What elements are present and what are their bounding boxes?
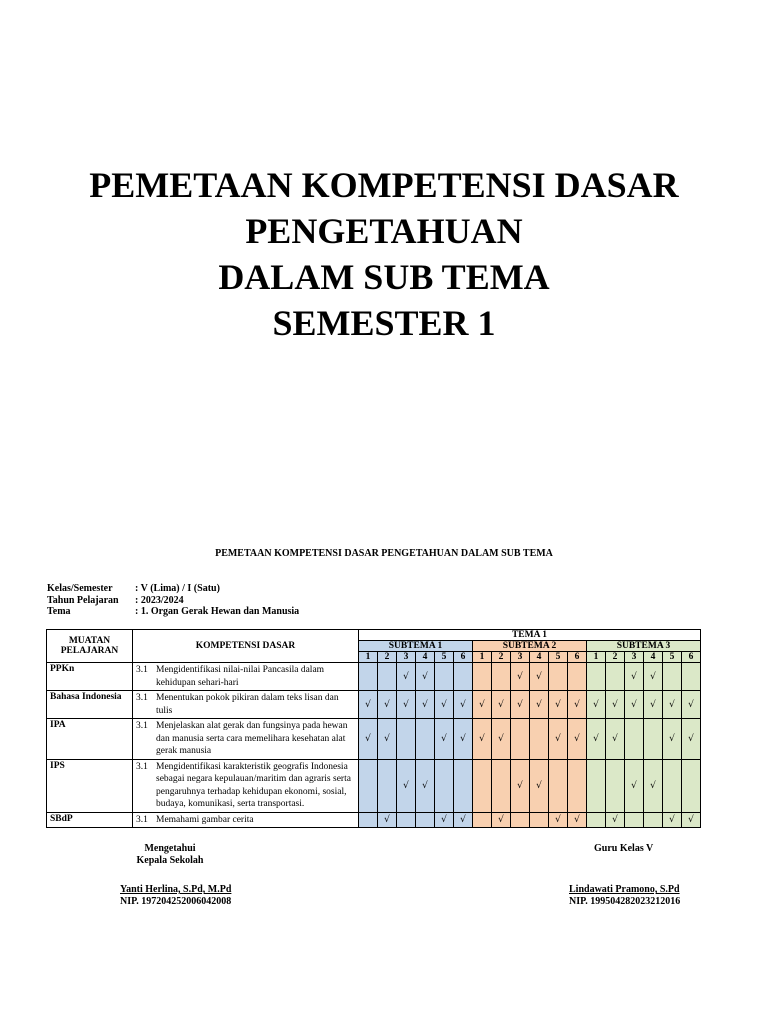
- check-mark: √: [530, 691, 549, 719]
- check-mark: √: [549, 719, 568, 760]
- kd-cell: [133, 691, 359, 719]
- empty-cell: [511, 812, 530, 828]
- info-value: : 2023/2024: [135, 594, 184, 606]
- header-pembelajaran-3-6: 6: [682, 652, 701, 663]
- header-pembelajaran-1-2: 2: [378, 652, 397, 663]
- check-mark: √: [644, 663, 663, 691]
- header-subtema-2: SUBTEMA 2: [473, 641, 587, 652]
- header-pembelajaran-2-1: 1: [473, 652, 492, 663]
- signature-teacher-line1: Guru Kelas V: [594, 843, 654, 854]
- header-kd: KOMPETENSI DASAR: [133, 630, 359, 663]
- check-mark: √: [549, 812, 568, 828]
- check-mark: √: [416, 663, 435, 691]
- check-mark: √: [682, 812, 701, 828]
- empty-cell: [587, 812, 606, 828]
- kd-number: 3.1: [136, 665, 148, 675]
- cover-title-line-4: SEMESTER 1: [272, 303, 496, 343]
- table-title: PEMETAAN KOMPETENSI DASAR PENGETAHUAN DALAM SUB TEMA: [215, 548, 553, 559]
- signature-principal-line1: Mengetahui: [144, 843, 196, 854]
- header-pembelajaran-1-3: 3: [397, 652, 416, 663]
- class-info: [47, 583, 299, 618]
- check-mark: √: [625, 691, 644, 719]
- teacher-nip: NIP. 199504282023212016: [569, 896, 681, 907]
- empty-cell: [397, 719, 416, 760]
- header-pembelajaran-2-5: 5: [549, 652, 568, 663]
- empty-cell: [378, 663, 397, 691]
- info-label: Tema: [47, 606, 71, 617]
- check-mark: √: [587, 691, 606, 719]
- empty-cell: [568, 759, 587, 812]
- empty-cell: [473, 663, 492, 691]
- teacher-name: Lindawati Pramono, S.Pd: [569, 884, 680, 895]
- empty-cell: [435, 663, 454, 691]
- check-mark: √: [435, 691, 454, 719]
- check-mark: √: [530, 663, 549, 691]
- check-mark: √: [568, 719, 587, 760]
- empty-cell: [359, 812, 378, 828]
- empty-cell: [416, 812, 435, 828]
- check-mark: √: [359, 719, 378, 760]
- header-pembelajaran-2-4: 4: [530, 652, 549, 663]
- kd-number: 3.1: [136, 693, 148, 703]
- empty-cell: [644, 812, 663, 828]
- check-mark: √: [378, 719, 397, 760]
- subject-cell: Bahasa Indonesia: [47, 691, 133, 719]
- cover-title-line-2: PENGETAHUAN: [245, 211, 523, 251]
- header-pembelajaran-1-6: 6: [454, 652, 473, 663]
- check-mark: √: [492, 719, 511, 760]
- signature-teacher: [594, 843, 653, 855]
- check-mark: √: [663, 691, 682, 719]
- check-mark: √: [568, 812, 587, 828]
- principal-name: Yanti Herlina, S.Pd, M.Pd: [120, 884, 232, 895]
- check-mark: √: [663, 719, 682, 760]
- header-pembelajaran-2-6: 6: [568, 652, 587, 663]
- signature-teacher-identity: [569, 884, 680, 908]
- empty-cell: [549, 759, 568, 812]
- check-mark: √: [644, 691, 663, 719]
- info-label: Kelas/Semester: [47, 583, 113, 594]
- empty-cell: [644, 719, 663, 760]
- check-mark: √: [435, 719, 454, 760]
- kd-cell: [133, 759, 359, 812]
- subject-cell: SBdP: [47, 812, 133, 828]
- check-mark: √: [606, 691, 625, 719]
- kd-number: 3.1: [136, 814, 148, 825]
- check-mark: √: [492, 691, 511, 719]
- header-pembelajaran-3-3: 3: [625, 652, 644, 663]
- empty-cell: [568, 663, 587, 691]
- empty-cell: [359, 663, 378, 691]
- check-mark: √: [473, 719, 492, 760]
- empty-cell: [378, 759, 397, 812]
- header-pembelajaran-3-1: 1: [587, 652, 606, 663]
- empty-cell: [416, 719, 435, 760]
- info-value: : 1. Organ Gerak Hewan dan Manusia: [135, 606, 300, 617]
- empty-cell: [587, 663, 606, 691]
- info-row-class: [47, 583, 299, 595]
- check-mark: √: [397, 691, 416, 719]
- check-mark: √: [530, 759, 549, 812]
- check-mark: √: [606, 812, 625, 828]
- kd-number: 3.1: [136, 721, 148, 731]
- table-row: [47, 663, 701, 691]
- header-pembelajaran-1-4: 4: [416, 652, 435, 663]
- cover-title: [0, 162, 768, 346]
- empty-cell: [454, 663, 473, 691]
- kd-text: Menjelaskan alat gerak dan fungsinya pada hewan dan manusia serta cara memelihara kesehatan alat gerak manusia: [156, 721, 348, 756]
- check-mark: √: [397, 663, 416, 691]
- header-subtema-1: SUBTEMA 1: [359, 641, 473, 652]
- check-mark: √: [454, 719, 473, 760]
- empty-cell: [492, 759, 511, 812]
- check-mark: √: [359, 691, 378, 719]
- check-mark: √: [663, 812, 682, 828]
- check-mark: √: [473, 691, 492, 719]
- cover-title-line-3: DALAM SUB TEMA: [218, 257, 550, 297]
- empty-cell: [549, 663, 568, 691]
- table-row: [47, 759, 701, 812]
- header-pembelajaran-2-2: 2: [492, 652, 511, 663]
- subject-cell: IPS: [47, 759, 133, 812]
- check-mark: √: [511, 691, 530, 719]
- header-pembelajaran-1-5: 5: [435, 652, 454, 663]
- empty-cell: [530, 812, 549, 828]
- empty-cell: [606, 663, 625, 691]
- header-pembelajaran-3-4: 4: [644, 652, 663, 663]
- header-tema: TEMA 1: [359, 630, 701, 641]
- header-subtema-3: SUBTEMA 3: [587, 641, 701, 652]
- empty-cell: [625, 719, 644, 760]
- cover-title-line-1: PEMETAAN KOMPETENSI DASAR: [89, 165, 679, 205]
- table-row: [47, 691, 701, 719]
- subject-cell: IPA: [47, 719, 133, 760]
- check-mark: √: [378, 812, 397, 828]
- competency-map-table: [46, 629, 701, 828]
- empty-cell: [473, 812, 492, 828]
- check-mark: √: [511, 663, 530, 691]
- check-mark: √: [682, 691, 701, 719]
- empty-cell: [530, 719, 549, 760]
- table-row: [47, 812, 701, 828]
- check-mark: √: [682, 719, 701, 760]
- empty-cell: [435, 759, 454, 812]
- empty-cell: [397, 812, 416, 828]
- check-mark: √: [606, 719, 625, 760]
- info-row-theme: [47, 606, 299, 618]
- check-mark: √: [549, 691, 568, 719]
- check-mark: √: [568, 691, 587, 719]
- signature-principal-identity: [120, 884, 231, 908]
- check-mark: √: [511, 759, 530, 812]
- check-mark: √: [625, 759, 644, 812]
- empty-cell: [511, 719, 530, 760]
- check-mark: √: [492, 812, 511, 828]
- kd-text: Menentukan pokok pikiran dalam teks lisan dan tulis: [156, 693, 339, 716]
- header-pembelajaran-3-2: 2: [606, 652, 625, 663]
- principal-nip: NIP. 197204252006042008: [120, 896, 232, 907]
- header-pembelajaran-2-3: 3: [511, 652, 530, 663]
- header-subject: MUATAN PELAJARAN: [47, 630, 133, 663]
- empty-cell: [492, 663, 511, 691]
- empty-cell: [682, 663, 701, 691]
- kd-text: Mengidentifikasi nilai-nilai Pancasila dalam kehidupan sehari-hari: [156, 665, 325, 688]
- check-mark: √: [378, 691, 397, 719]
- subject-cell: PPKn: [47, 663, 133, 691]
- info-value: : V (Lima) / I (Satu): [135, 583, 220, 594]
- kd-cell: [133, 719, 359, 760]
- kd-text: Mengidentifikasi karakteristik geografis Indonesia sebagai negara kepulauan/maritim dan agraris serta pengaruhnya terhadap kehidupan ekonomi, sosial, budaya, komunikasi, serta transportasi.: [156, 761, 351, 809]
- signature-principal: [0, 843, 340, 867]
- empty-cell: [663, 663, 682, 691]
- check-mark: √: [435, 812, 454, 828]
- check-mark: √: [397, 759, 416, 812]
- table-row: [47, 719, 701, 760]
- info-row-year: [47, 595, 299, 607]
- header-pembelajaran-3-5: 5: [663, 652, 682, 663]
- check-mark: √: [587, 719, 606, 760]
- empty-cell: [359, 759, 378, 812]
- kd-number: 3.1: [136, 761, 148, 772]
- empty-cell: [625, 812, 644, 828]
- signature-principal-line2: Kepala Sekolah: [136, 855, 204, 866]
- check-mark: √: [454, 691, 473, 719]
- header-pembelajaran-1-1: 1: [359, 652, 378, 663]
- empty-cell: [682, 759, 701, 812]
- kd-cell: [133, 663, 359, 691]
- empty-cell: [473, 759, 492, 812]
- check-mark: √: [625, 663, 644, 691]
- kd-cell: [133, 812, 359, 828]
- check-mark: √: [644, 759, 663, 812]
- empty-cell: [663, 759, 682, 812]
- empty-cell: [606, 759, 625, 812]
- kd-text: Memahami gambar cerita: [156, 814, 254, 825]
- check-mark: √: [416, 759, 435, 812]
- empty-cell: [587, 759, 606, 812]
- check-mark: √: [416, 691, 435, 719]
- empty-cell: [454, 759, 473, 812]
- check-mark: √: [454, 812, 473, 828]
- info-label: Tahun Pelajaran: [47, 594, 119, 606]
